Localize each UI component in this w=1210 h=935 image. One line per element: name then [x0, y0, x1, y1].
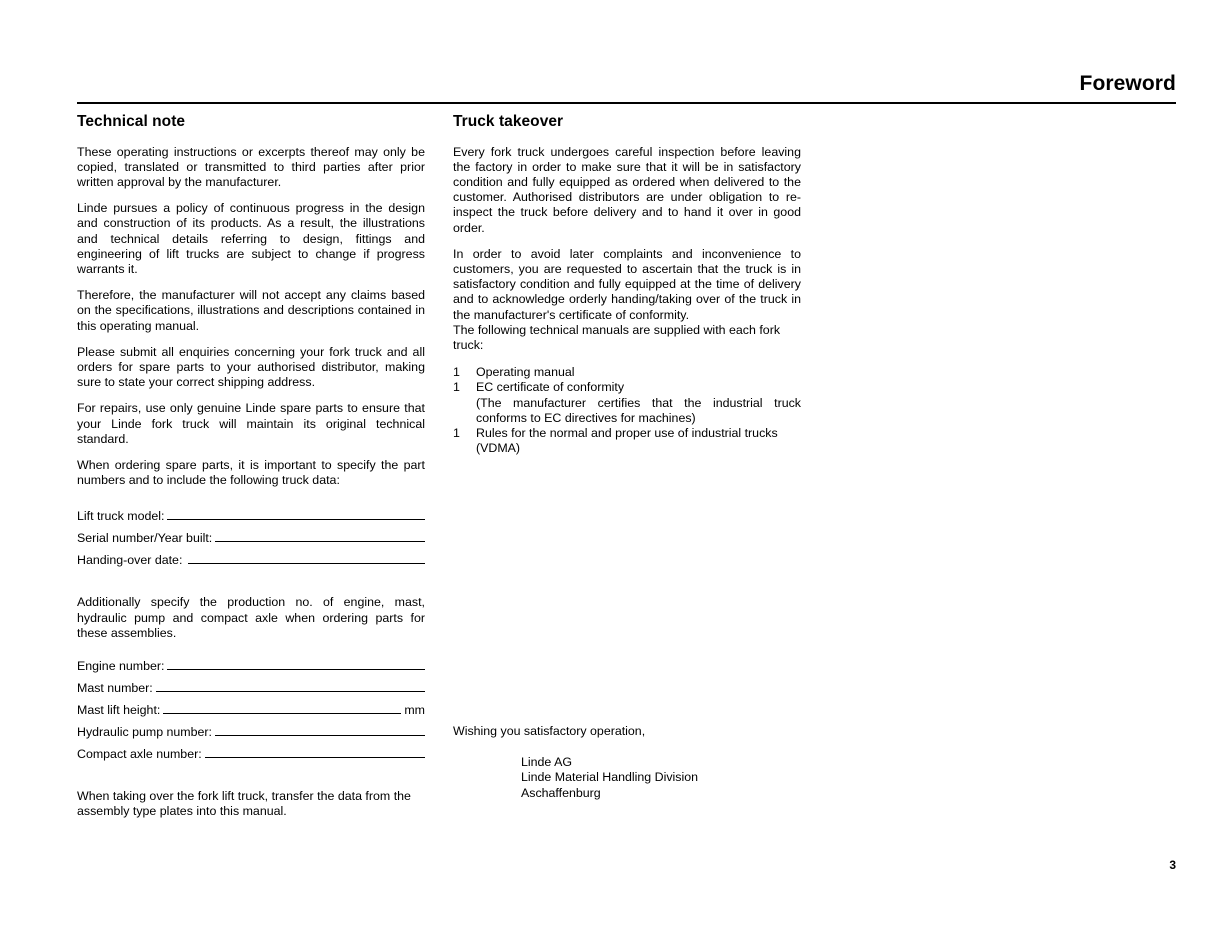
truck-data-fields-group-2 — [77, 657, 425, 767]
field-row-hydraulic-pump-number — [77, 723, 425, 745]
field-input-mast-number[interactable] — [156, 679, 425, 692]
field-label: Mast number: — [77, 681, 153, 696]
field-input-compact-axle-number[interactable] — [205, 745, 425, 758]
field-row-compact-axle-number — [77, 745, 425, 767]
page-header — [77, 62, 1176, 104]
field-label: Serial number/Year built: — [77, 531, 213, 546]
field-label: Handing-over date: — [77, 553, 183, 568]
field-input-handing-over-date[interactable] — [188, 551, 425, 564]
paragraph: Every fork truck undergoes careful inspection before leaving the factory in order to make sure that it will be in satisfactory condition and fully equipped as ordered when delivered to the customer. Authorised distributors are under obligation to re-inspect the truck before delivery and to hand it over in good order. — [453, 144, 801, 235]
paragraph: These operating instructions or excerpts thereof may only be copied, translated or transmitted to third parties after prior written approval by the manufacturer. — [77, 144, 425, 189]
list-item-label: Operating manual — [476, 365, 575, 380]
paragraph-taking-over-note: When taking over the fork lift truck, transfer the data from the assembly type plates into this manual. — [77, 789, 411, 819]
field-label: Compact axle number: — [77, 747, 202, 762]
list-item-label: Rules for the normal and proper use of industrial trucks (VDMA) — [476, 426, 778, 456]
field-row-serial-number — [77, 529, 425, 551]
list-item — [453, 365, 801, 380]
field-label: Hydraulic pump number: — [77, 725, 212, 740]
page-title: Foreword — [1079, 72, 1176, 95]
field-input-hydraulic-pump-number[interactable] — [215, 723, 425, 736]
field-input-serial-number[interactable] — [215, 529, 425, 542]
truck-takeover-heading: Truck takeover — [453, 113, 564, 130]
field-row-engine-number — [77, 657, 425, 679]
list-item-note: (The manufacturer certifies that the industrial truck conforms to EC directives for machines) — [476, 395, 801, 425]
paragraph: For repairs, use only genuine Linde spare parts to ensure that your Linde fork truck will maintain its original technical standard. — [77, 401, 425, 446]
paragraph: When ordering spare parts, it is important to specify the part numbers and to include the following truck data: — [77, 458, 425, 488]
field-label: Engine number: — [77, 659, 165, 674]
field-row-mast-lift-height — [77, 701, 425, 723]
right-column — [453, 113, 801, 456]
paragraph: The following technical manuals are supplied with each fork truck: — [453, 322, 781, 353]
list-item — [453, 426, 801, 456]
list-item — [453, 380, 801, 426]
field-input-mast-lift-height[interactable] — [163, 701, 401, 714]
signature-city: Aschaffenburg — [521, 785, 601, 800]
supplied-manuals-list — [453, 365, 801, 456]
field-row-mast-number — [77, 679, 425, 701]
header-divider — [77, 102, 1176, 104]
list-item-count: 1 — [453, 426, 460, 441]
signature-block — [521, 755, 698, 801]
technical-note-heading: Technical note — [77, 113, 186, 130]
paragraph-additional-specify: Additionally specify the production no. of engine, mast, hydraulic pump and compact axle when ordering parts for these assemblies. — [77, 595, 425, 640]
field-input-engine-number[interactable] — [167, 657, 425, 670]
list-item-label: EC certificate of conformity — [476, 380, 625, 395]
paragraph: In order to avoid later complaints and inconvenience to customers, you are requested to ascertain that the truck is in satisfactory condition and fully equipped at the time of delivery and to acknowledge orderly handing/taking over of the truck in the manufacturer's certificate of conformity. — [453, 246, 801, 322]
paragraph: Linde pursues a policy of continuous progress in the design and construction of its products. As a result, the illustrations and technical details referring to design, fittings and engineering of lift trucks are subject to change if progress warrants it. — [77, 201, 425, 277]
left-column — [77, 113, 425, 830]
field-input-lift-truck-model[interactable] — [167, 507, 425, 520]
page-number: 3 — [1169, 858, 1176, 872]
signature-division: Linde Material Handling Division — [521, 770, 699, 785]
paragraph: Please submit all enquiries concerning your fork truck and all orders for spare parts to your authorised distributor, making sure to state your correct shipping address. — [77, 344, 425, 390]
field-row-handing-over-date — [77, 551, 425, 573]
field-unit-mm: mm — [404, 703, 425, 718]
list-item-count: 1 — [453, 365, 460, 380]
list-item-count: 1 — [453, 380, 460, 395]
field-label: Mast lift height: — [77, 703, 161, 718]
truck-data-fields-group-1 — [77, 507, 425, 573]
field-label: Lift truck model: — [77, 509, 165, 524]
paragraph: Therefore, the manufacturer will not accept any claims based on the specifications, illustrations and descriptions contained in this operating manual. — [77, 288, 425, 333]
signature-company: Linde AG — [521, 755, 572, 769]
field-row-lift-truck-model — [77, 507, 425, 529]
closing-line: Wishing you satisfactory operation, — [453, 724, 646, 738]
